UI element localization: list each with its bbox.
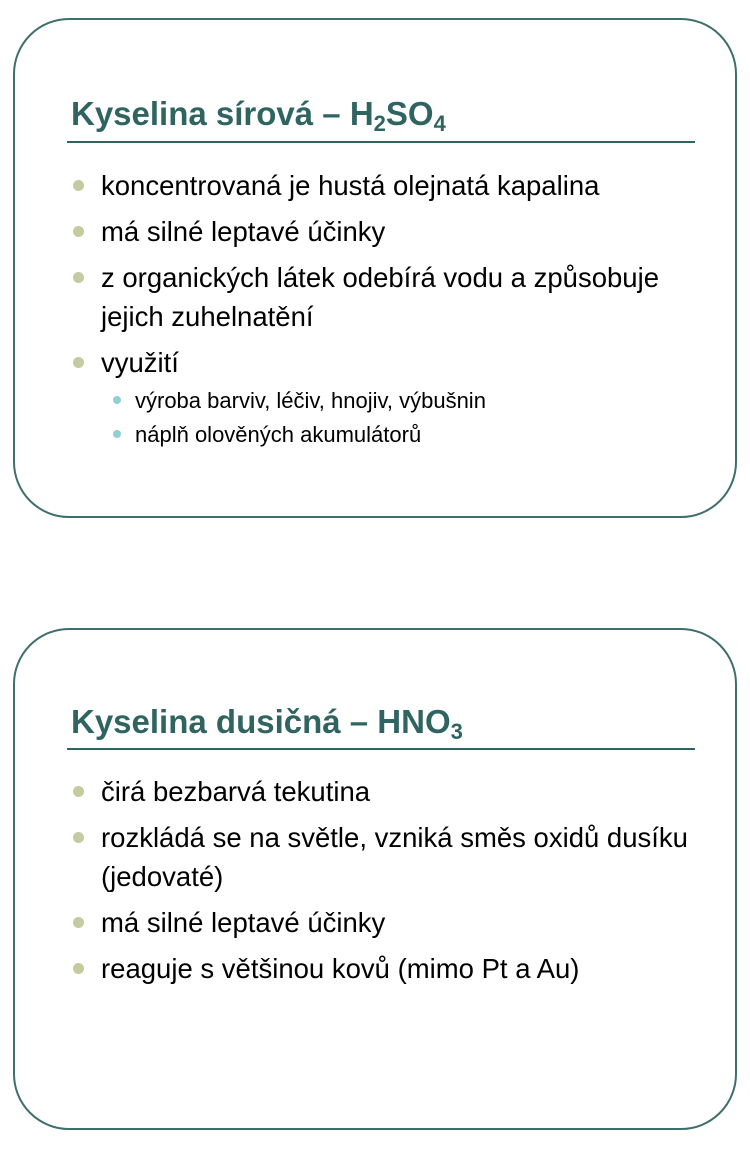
sub-list-item-text: náplň olověných akumulátorů	[135, 422, 422, 447]
list-item	[67, 772, 707, 811]
title-divider	[67, 141, 695, 143]
bullet-dot-icon	[73, 226, 84, 237]
bullet-dot-icon	[73, 272, 84, 283]
title-text: Kyselina dusičná – HNO	[71, 703, 451, 740]
list-item-text: má silné leptavé účinky	[101, 907, 386, 938]
slide-title	[71, 702, 463, 742]
title-subscript: 4	[433, 111, 446, 136]
bullet-dot-icon	[73, 963, 84, 974]
bullet-dot-icon	[73, 786, 84, 797]
bullet-dot-icon	[73, 357, 84, 368]
bullet-dot-icon	[73, 180, 84, 191]
title-subscript: 3	[450, 719, 463, 744]
list-item-text: čirá bezbarvá tekutina	[101, 776, 371, 807]
list-item	[67, 818, 707, 896]
list-item	[67, 949, 707, 988]
bullet-list	[67, 166, 707, 459]
title-subscript: 2	[373, 111, 386, 136]
list-item-text: reaguje s většinou kovů (mimo Pt a Au)	[101, 953, 580, 984]
slide-nitric-acid	[13, 628, 737, 1130]
list-item	[67, 258, 707, 336]
sub-bullet-list	[101, 384, 707, 452]
title-divider	[67, 748, 695, 750]
slide-sulfuric-acid	[13, 18, 737, 518]
title-text: Kyselina sírová – H	[71, 95, 374, 132]
list-item-text: využití	[101, 347, 179, 378]
sub-bullet-dot-icon	[113, 430, 121, 438]
list-item	[67, 166, 707, 205]
list-item-text: koncentrovaná je hustá olejnatá kapalina	[101, 170, 600, 201]
sub-bullet-dot-icon	[113, 396, 121, 404]
slide-title	[71, 94, 446, 134]
sub-list-item-text: výroba barviv, léčiv, hnojiv, výbušnin	[135, 388, 486, 413]
title-text-formula: SO	[385, 95, 434, 132]
list-item	[67, 212, 707, 251]
list-item-text: rozkládá se na světle, vzniká směs oxidů dusíku (jedovaté)	[101, 822, 688, 892]
list-item	[67, 343, 707, 452]
list-item-text: má silné leptavé účinky	[101, 216, 386, 247]
bullet-dot-icon	[73, 832, 84, 843]
bullet-list	[67, 772, 707, 995]
list-item	[67, 903, 707, 942]
bullet-dot-icon	[73, 917, 84, 928]
sub-list-item	[101, 384, 707, 418]
list-item-text: z organických látek odebírá vodu a způsobuje jejich zuhelnatění	[101, 262, 659, 332]
sub-list-item	[101, 418, 707, 452]
